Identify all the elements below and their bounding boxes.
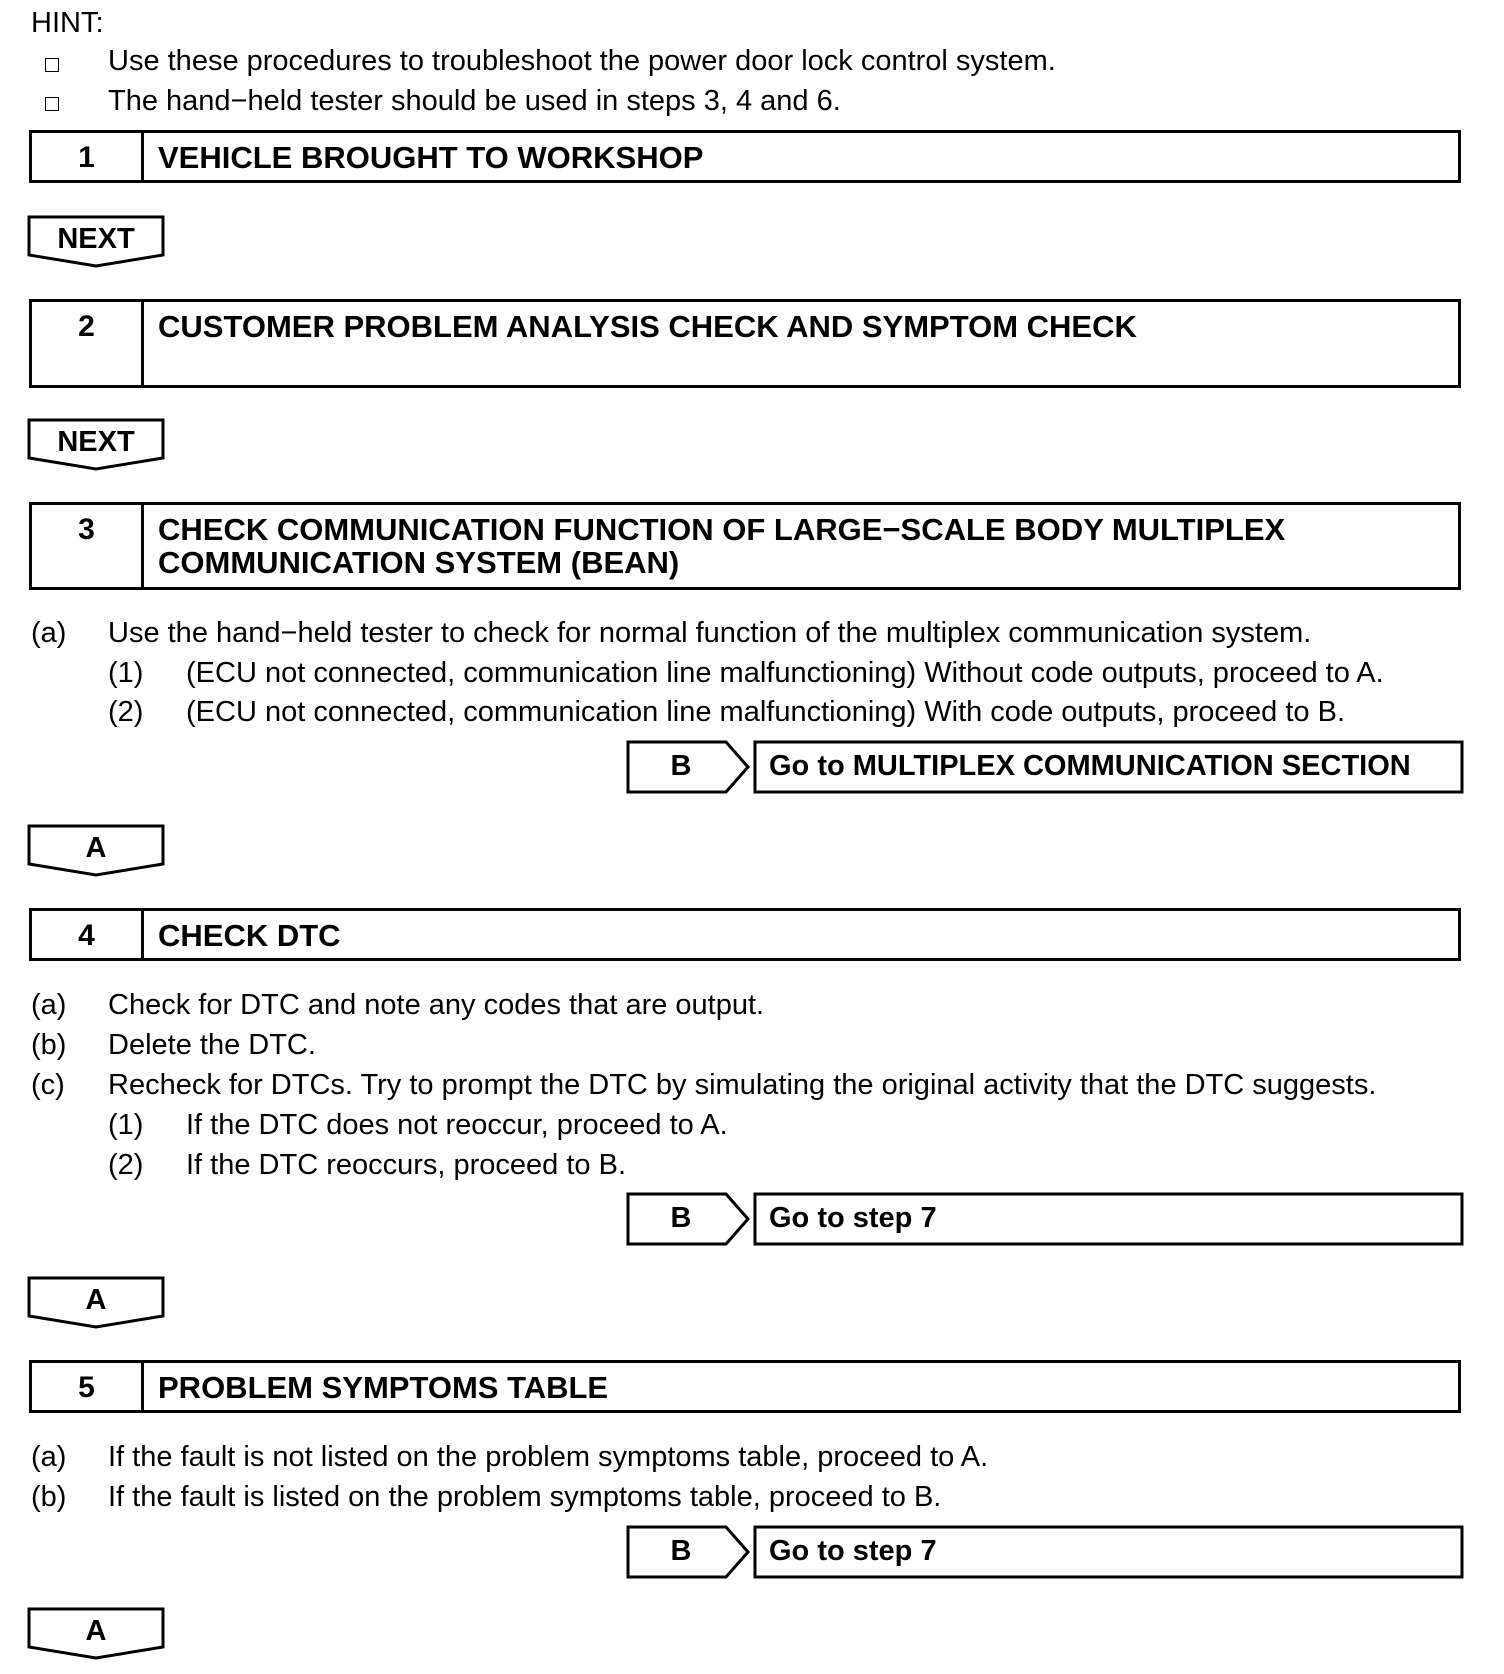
step-3-a-marker: (a) [31, 617, 67, 649]
step-5-box [29, 1360, 1461, 1413]
step-3-number: 3 [32, 505, 144, 587]
step-3-sub1-marker: (1) [108, 657, 144, 689]
a-label-step-3: A [85, 832, 107, 864]
a-flow-step-4 [27, 1276, 165, 1330]
step-4-branch-b-letter: B [670, 1202, 692, 1234]
step-3-sub1-text: (ECU not connected, communication line malfunctioning) Without code outputs, proceed to A. [186, 657, 1384, 689]
hint-bullet-1 [45, 58, 59, 72]
step-2-title: CUSTOMER PROBLEM ANALYSIS CHECK AND SYMPTOM CHECK [158, 309, 1137, 344]
step-5-b-text: If the fault is listed on the problem symptoms table, proceed to B. [108, 1481, 942, 1513]
step-4-branch-b-text: Go to step 7 [769, 1202, 937, 1234]
step-3-title-line-2: COMMUNICATION SYSTEM (BEAN) [158, 545, 680, 580]
step-3-title-line-1: CHECK COMMUNICATION FUNCTION OF LARGE−SCALE BODY MULTIPLEX [158, 512, 1286, 547]
step-3-sub2-text: (ECU not connected, communication line malfunctioning) With code outputs, proceed to B. [186, 696, 1345, 728]
next-flow-1 [27, 215, 165, 269]
step-4-sub2-text: If the DTC reoccurs, proceed to B. [186, 1149, 627, 1181]
step-5-branch-b-letter: B [670, 1535, 692, 1567]
step-4-box [29, 908, 1461, 961]
step-4-b-marker: (b) [31, 1029, 67, 1061]
step-5-branch-b [626, 1525, 1464, 1579]
step-5-branch-b-text: Go to step 7 [769, 1535, 937, 1567]
step-4-sub1-text: If the DTC does not reoccur, proceed to A. [186, 1109, 728, 1141]
step-3-title [158, 513, 1448, 579]
step-4-c-marker: (c) [31, 1069, 65, 1101]
step-1-box [29, 130, 1461, 183]
step-3-box [29, 502, 1461, 590]
step-3-branch-b [626, 740, 1464, 794]
step-1-title: VEHICLE BROUGHT TO WORKSHOP [158, 140, 704, 175]
step-4-title: CHECK DTC [158, 918, 341, 953]
step-4-a-text: Check for DTC and note any codes that are output. [108, 989, 765, 1021]
step-4-sub1-marker: (1) [108, 1109, 144, 1141]
hint-item-1: Use these procedures to troubleshoot the power door lock control system. [108, 45, 1056, 77]
step-2-number: 2 [32, 302, 144, 385]
step-5-number: 5 [32, 1363, 144, 1410]
next-label-2: NEXT [57, 426, 135, 458]
a-label-step-4: A [85, 1284, 107, 1316]
step-5-a-marker: (a) [31, 1441, 67, 1473]
step-4-number: 4 [32, 911, 144, 958]
step-4-c-text: Recheck for DTCs. Try to prompt the DTC by simulating the original activity that the DTC suggests. [108, 1069, 1377, 1101]
step-3-a-text: Use the hand−held tester to check for normal function of the multiplex communication system. [108, 617, 1312, 649]
next-label-1: NEXT [57, 223, 135, 255]
step-5-a-text: If the fault is not listed on the problem symptoms table, proceed to A. [108, 1441, 989, 1473]
a-label-step-5: A [85, 1615, 107, 1647]
step-1-number: 1 [32, 133, 144, 180]
step-4-sub2-marker: (2) [108, 1149, 144, 1181]
step-3-branch-b-letter: B [670, 750, 692, 782]
step-5-title: PROBLEM SYMPTOMS TABLE [158, 1370, 609, 1405]
hint-label: HINT: [31, 7, 104, 39]
step-3-sub2-marker: (2) [108, 696, 144, 728]
a-flow-step-3 [27, 824, 165, 878]
step-4-a-marker: (a) [31, 989, 67, 1021]
hint-item-2: The hand−held tester should be used in steps 3, 4 and 6. [108, 85, 841, 117]
a-flow-step-5 [27, 1607, 165, 1661]
step-4-b-text: Delete the DTC. [108, 1029, 316, 1061]
hint-bullet-2 [45, 97, 59, 111]
step-2-box [29, 299, 1461, 388]
step-5-b-marker: (b) [31, 1481, 67, 1513]
step-4-branch-b [626, 1192, 1464, 1246]
next-flow-2 [27, 418, 165, 472]
step-3-branch-b-text: Go to MULTIPLEX COMMUNICATION SECTION [769, 750, 1411, 782]
